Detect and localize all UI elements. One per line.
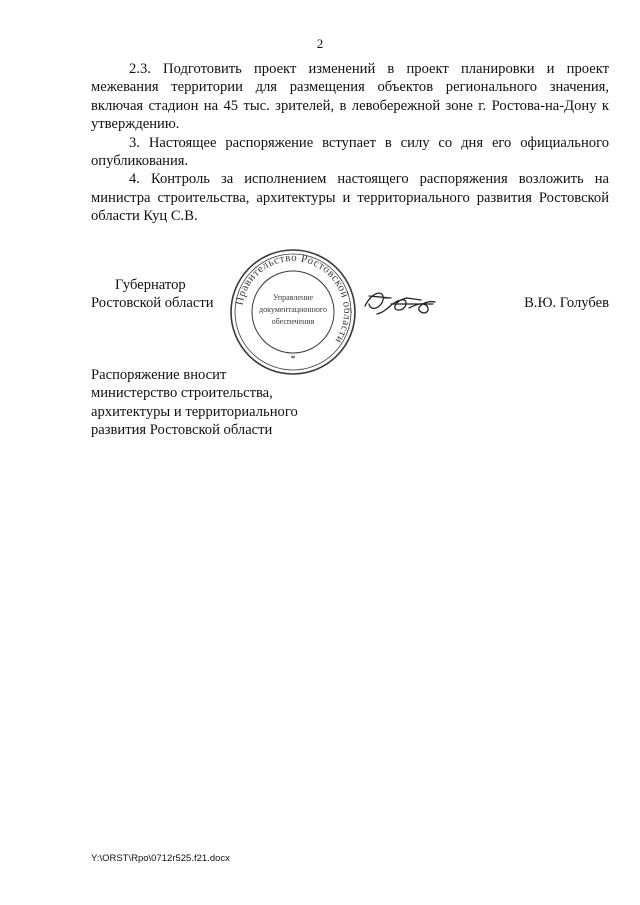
- paragraph-2-3: 2.3. Подготовить проект изменений в проект планировки и проект межевания территории для размещения объектов регионального значения, включая стадион на 45 тыс. зрителей, в левобережной зоне г. Ростова-на-Дону к утверждению.: [91, 61, 609, 133]
- submitter-line2: министерство строительства,: [91, 385, 273, 402]
- submitter-line3: архитектуры и территориального: [91, 403, 298, 420]
- governor-title: [91, 276, 214, 313]
- page-number: 2: [316, 36, 324, 51]
- paragraph-3: 3. Настоящее распоряжение вступает в силу со дня его официального опубликования.: [91, 134, 609, 170]
- submitter-note: [91, 366, 298, 440]
- seal-inner-line1: Управление: [272, 293, 314, 302]
- seal-inner-line3: обеспечения: [271, 317, 315, 326]
- seal-outer-text: Правительство Ростовской области: [233, 251, 354, 346]
- seal-star-icon: *: [290, 354, 296, 365]
- official-seal: [229, 248, 357, 376]
- document-body: [91, 60, 609, 226]
- governor-title-line1: Губернатор: [115, 277, 186, 293]
- submitter-line4: развития Ростовской области: [91, 422, 273, 439]
- seal-inner-line2: документационного: [259, 305, 327, 314]
- file-path: Y:\ORST\Rpo\0712r525.f21.docx: [91, 853, 230, 864]
- submitter-line1: Распоряжение вносит: [91, 367, 227, 383]
- governor-title-line2: Ростовской области: [91, 295, 214, 312]
- paragraph-4: 4. Контроль за исполнением настоящего распоряжения возложить на министра строительства, архитектуры и территориального развития Ростовской области Куц С.В.: [91, 171, 609, 225]
- signature-block: [91, 251, 609, 366]
- handwritten-signature: [361, 284, 511, 324]
- governor-name: В.Ю. Голубев: [524, 295, 609, 311]
